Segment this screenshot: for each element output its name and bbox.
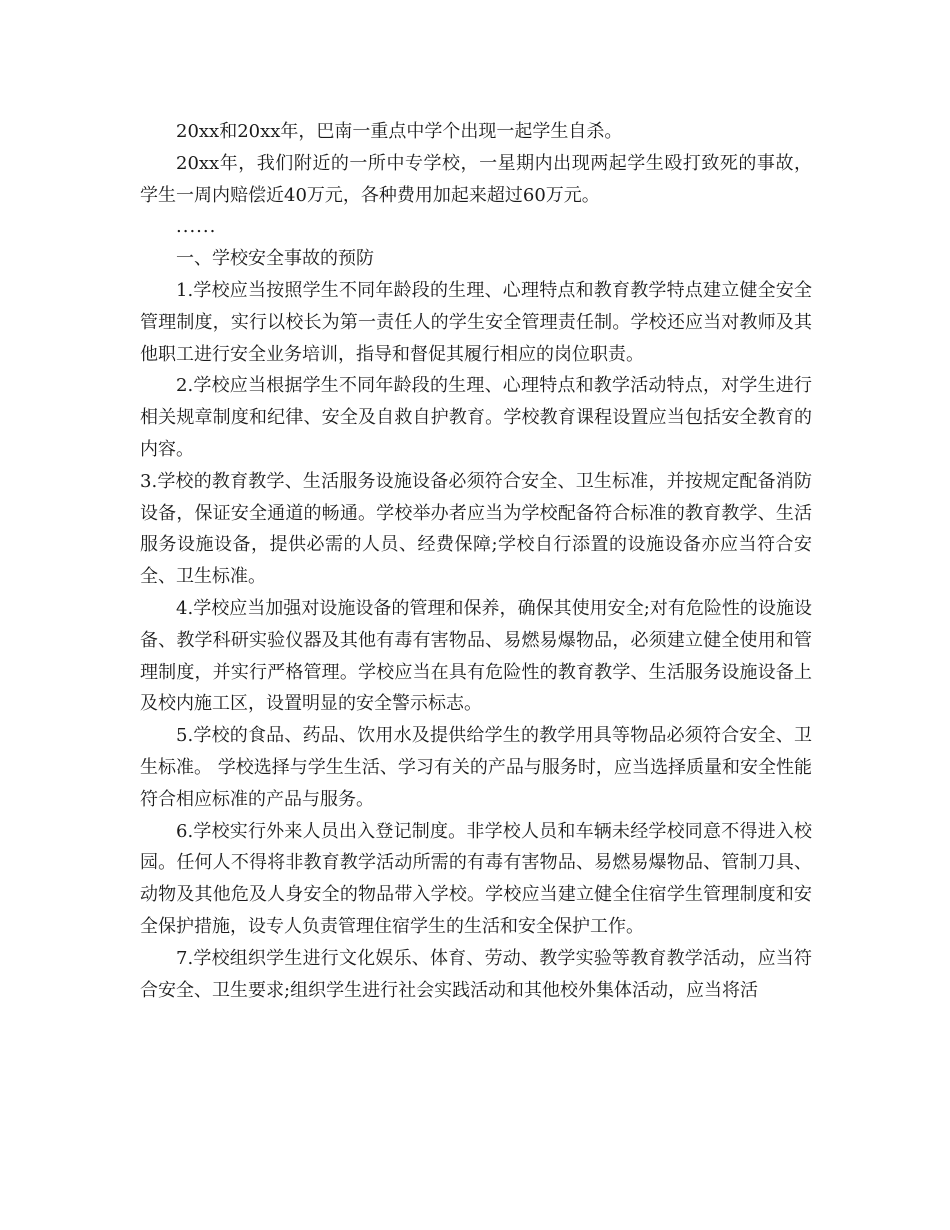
paragraph-intro-accident: 20xx年，我们附近的一所中专学校，一星期内出现两起学生殴打致死的事故，学生一周内赔偿近40万元，各种费用加起来超过60万元。 [140, 152, 812, 206]
paragraph-item-4: 4.学校应当加强对设施设备的管理和保养，确保其使用安全;对有危险性的设施设备、教学科研实验仪器及其他有毒有害物品、易燃易爆物品，必须建立健全使用和管理制度，并实行严格管理。学校应当在具有危险性的教育教学、生活服务设施设备上及校内施工区，设置明显的安全警示标志。 [140, 597, 812, 715]
paragraph-item-2: 2.学校应当根据学生不同年龄段的生理、心理特点和教学活动特点，对学生进行相关规章制度和纪律、安全及自救自护教育。学校教育课程设置应当包括安全教育的内容。 [140, 375, 812, 460]
paragraph-item-5: 5.学校的食品、药品、饮用水及提供给学生的教学用具等物品必须符合安全、卫生标准。 学校选择与学生生活、学习有关的产品与服务时，应当选择质量和安全性能符合相应标准的产品与服务。 [140, 725, 812, 810]
paragraph-item-6: 6.学校实行外来人员出入登记制度。非学校人员和车辆未经学校同意不得进入校园。任何人不得将非教育教学活动所需的有毒有害物品、易燃易爆物品、管制刀具、动物及其他危及人身安全的物品带入学校。学校应当建立健全住宿学生管理制度和安全保护措施，设专人负责管理住宿学生的生活和安全保护工作。 [140, 820, 812, 937]
document-page [140, 116, 812, 1006]
paragraph-intro-suicide: 20xx和20xx年，巴南一重点中学个出现一起学生自杀。 [176, 121, 623, 142]
paragraph-ellipsis: ...... [176, 216, 217, 238]
paragraph-item-1: 1.学校应当按照学生不同年龄段的生理、心理特点和教育教学特点建立健全安全管理制度，实行以校长为第一责任人的学生安全管理责任制。学校还应当对教师及其他职工进行安全业务培训，指导和督促其履行相应的岗位职责。 [140, 279, 812, 365]
paragraph-item-7: 7.学校组织学生进行文化娱乐、体育、劳动、教学实验等教育教学活动，应当符合安全、卫生要求;组织学生进行社会实践活动和其他校外集体活动，应当将活 [140, 947, 812, 1001]
paragraph-item-3: 3.学校的教育教学、生活服务设施设备必须符合安全、卫生标准，并按规定配备消防设备，保证安全通道的畅通。学校举办者应当为学校配备符合标准的教育教学、生活服务设施设备，提供必需的人员、经费保障;学校自行添置的设施设备亦应当符合安全、卫生标准。 [140, 470, 812, 588]
section-heading-prevention: 一、学校安全事故的预防 [176, 248, 374, 270]
